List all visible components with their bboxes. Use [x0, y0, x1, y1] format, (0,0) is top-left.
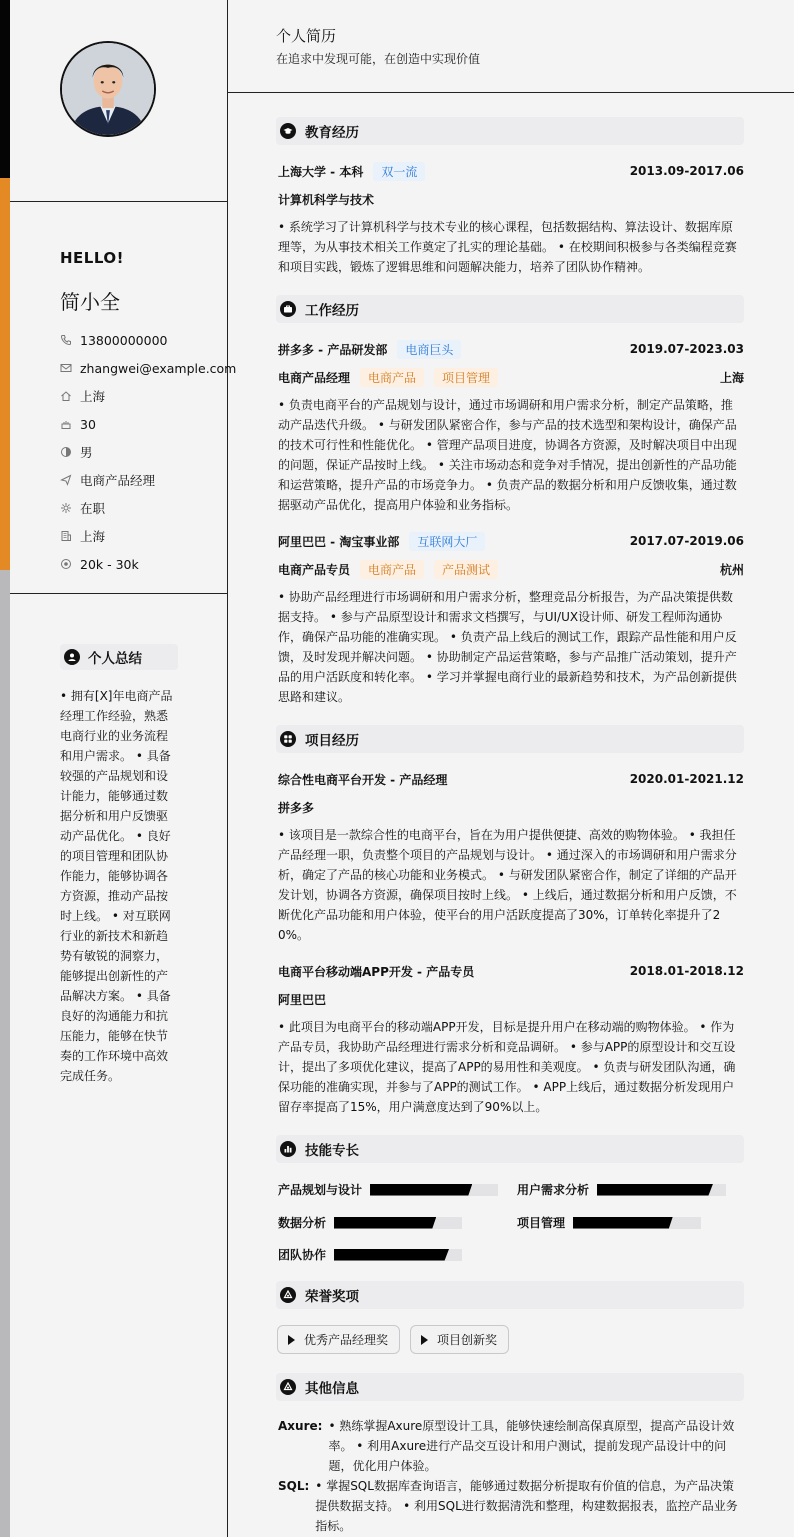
info-status	[60, 494, 226, 522]
skill-bar-fill	[370, 1184, 472, 1196]
skills-heading	[276, 1135, 744, 1163]
work-item-company-row	[278, 340, 744, 358]
education-title: 教育经历	[305, 125, 359, 141]
project-org: 阿里巴巴	[278, 992, 327, 1007]
summary-text: • 拥有[X]年电商产品经理工作经验，熟悉电商行业的业务流程和用户需求。 • 具备较强的产品规划和设计能力，能够通过数据分析和用户反馈驱动产品优化。 • 良好的项目管理和团队协作能力，能够协调各方资源，推动产品按时上线。 • 对互联网行业的新技术和新趋势有敏锐的洞察力，能够提出创新性的产品解决方案。 • 具备良好的沟通能力和抗压能力，能够在快节奏的工作环境中高效完成任务。	[60, 689, 173, 1083]
project-org-row	[278, 798, 744, 816]
info-work-city	[60, 522, 226, 550]
skill-bar	[370, 1184, 498, 1196]
project-date: 2018.01-2018.12	[629, 964, 744, 978]
info-email	[60, 354, 237, 382]
location-text: 上海	[80, 389, 106, 404]
work-item-company-row	[278, 532, 744, 550]
salary-icon	[60, 558, 72, 570]
age-icon	[60, 418, 72, 430]
skill-item	[278, 1181, 498, 1198]
info-phone	[60, 326, 226, 354]
project-row	[278, 770, 744, 788]
info-gender	[60, 438, 226, 466]
work-role: 电商产品专员	[278, 562, 351, 577]
skill-bar-fill	[334, 1249, 449, 1261]
sidebar-divider	[227, 0, 228, 1537]
work-desc: • 负责电商平台的产品规划与设计，通过市场调研和用户需求分析，制定产品策略，推动产品迭代升级。 • 与研发团队紧密合作，参与产品的技术选型和架构设计，确保产品的技术可行性和性能优化。 • 管理产品项目进度，协调各方资源，及时解决项目中出现的问题，保证产品按时上线。 • 关注市场动态和竞争对手情况，提出创新性的产品功能和运营策略，提升产品的市场竞争力。 • 负责产品的数据分析和用户反馈收集，通过数据驱动产品优化，提高用户体验和业务指标。	[278, 398, 737, 512]
work-item-role-row	[278, 560, 744, 578]
skill-bar	[334, 1217, 462, 1229]
contact-list	[60, 326, 237, 578]
position-text: 电商产品经理	[80, 473, 156, 488]
avatar-photo	[62, 43, 154, 135]
work-skill-tag: 电商产品	[360, 560, 424, 579]
project-date: 2020.01-2021.12	[629, 772, 744, 786]
skill-name: 产品规划与设计	[278, 1183, 363, 1197]
other-title: 其他信息	[305, 1381, 359, 1397]
skill-name: 用户需求分析	[517, 1183, 590, 1197]
salary-text: 20k - 30k	[80, 556, 139, 572]
skill-item	[517, 1214, 701, 1231]
skill-bar	[334, 1249, 462, 1261]
work-skill-tag: 产品测试	[434, 560, 498, 579]
info-location	[60, 382, 226, 410]
project-org-row	[278, 990, 744, 1008]
hello-heading: HELLO!	[60, 249, 124, 267]
other-item	[278, 1416, 744, 1476]
work-heading	[276, 295, 744, 323]
award-badge	[277, 1325, 400, 1354]
project-desc: • 此项目为电商平台的移动端APP开发，目标是提升用户在移动端的购物体验。 • 作为产品专员，我协助产品经理进行需求分析和竞品调研。 • 参与APP的原型设计和交互设计，提出了多项优化建议，提高了APP的易用性和美观度。 • 负责与研发团队沟通，确保功能的准确实现，并参与了APP的测试工作。 • APP上线后，通过数据分析发现用户留存率提高了15%，用户满意度达到了90%以上。	[278, 1020, 736, 1114]
project-name: 综合性电商平台开发 - 产品经理	[278, 772, 448, 787]
major-row	[278, 190, 744, 208]
project-org: 拼多多	[278, 800, 315, 815]
projects-title: 项目经历	[305, 733, 359, 749]
work-company: 拼多多 - 产品研发部	[278, 342, 388, 357]
education-date: 2013.09-2017.06	[629, 164, 744, 178]
avatar	[60, 41, 156, 137]
skill-bar-fill	[573, 1217, 673, 1229]
award-badge	[410, 1325, 509, 1354]
accent-strip-orange	[0, 178, 10, 570]
projects-heading	[276, 725, 744, 753]
work-company: 阿里巴巴 - 淘宝事业部	[278, 534, 400, 549]
mail-icon	[60, 362, 72, 374]
phone-text: 13800000000	[80, 332, 168, 348]
work-role: 电商产品经理	[278, 370, 351, 385]
candidate-name: 简小全	[60, 290, 120, 314]
other-value: • 掌握SQL数据库查询语言，能够通过数据分析提取有价值的信息，为产品决策提供数据支持。 • 利用SQL进行数据清洗和整理，构建数据报表，监控产品业务指标。	[315, 1479, 738, 1533]
status-text: 在职	[80, 501, 106, 516]
accent-strip-gray	[0, 570, 10, 1537]
summary-heading	[60, 644, 178, 670]
sidebar-rule-top	[10, 201, 228, 202]
skill-name: 团队协作	[278, 1248, 327, 1262]
work-company-tag: 电商巨头	[397, 340, 461, 359]
graduation-cap-icon	[280, 123, 296, 139]
play-icon	[288, 1335, 295, 1345]
info-salary	[60, 550, 226, 578]
school-name: 上海大学 - 本科	[278, 164, 364, 179]
work-city: 上海	[719, 370, 744, 385]
work-title: 工作经历	[305, 303, 359, 319]
other-value: • 熟练掌握Axure原型设计工具，能够快速绘制高保真原型，提高产品设计效率。 • 利用Axure进行产品交互设计和用户测试，提前发现产品设计中的问题，优化用户体验。	[328, 1419, 735, 1473]
building-icon	[60, 530, 72, 542]
skill-name: 数据分析	[278, 1216, 327, 1230]
work-city-text: 上海	[80, 529, 106, 544]
work-skill-tag: 电商产品	[360, 368, 424, 387]
award-icon	[280, 1287, 296, 1303]
status-icon	[60, 502, 72, 514]
other-heading	[276, 1373, 744, 1401]
work-desc: • 协助产品经理进行市场调研和用户需求分析，整理竞品分析报告，为产品决策提供数据支持。 • 参与产品原型设计和需求文档撰写，与UI/UX设计师、研发工程师沟通协作，确保产品功能的准确实现。 • 负责产品上线后的测试工作，跟踪产品性能和用户反馈，及时发现并解决问题。 • 协助制定产品运营策略，参与产品推广活动策划，提升产品的用户活跃度和转化率。 • 学习并掌握电商行业的最新趋势和技术，为产品创新提供思路和建议。	[278, 590, 737, 704]
education-row	[278, 162, 744, 180]
work-company-tag: 互联网大厂	[409, 532, 485, 551]
education-heading	[276, 117, 744, 145]
accent-strip-black	[0, 0, 10, 178]
gender-text: 男	[80, 445, 93, 460]
award-name: 项目创新奖	[437, 1333, 498, 1347]
skill-bar	[597, 1184, 726, 1196]
info-position	[60, 466, 226, 494]
age-text: 30	[80, 416, 96, 432]
skill-bar-fill	[334, 1217, 436, 1229]
major-name: 计算机科学与技术	[278, 192, 375, 207]
gender-icon	[60, 446, 72, 458]
project-row	[278, 962, 744, 980]
skill-name: 项目管理	[517, 1216, 566, 1230]
email-text: zhangwei@example.com	[80, 360, 237, 376]
project-name: 电商平台移动端APP开发 - 产品专员	[278, 964, 475, 979]
other-key: SQL:	[278, 1479, 310, 1493]
skill-item	[278, 1246, 462, 1263]
education-desc: • 系统学习了计算机科学与技术专业的核心课程，包括数据结构、算法设计、数据库原理等，为从事技术相关工作奠定了扎实的理论基础。 • 在校期间积极参与各类编程竞赛和项目实践，锻炼了逻辑思维和问题解决能力，培养了团队协作精神。	[278, 220, 737, 274]
summary-title: 个人总结	[88, 651, 142, 667]
school-tag: 双一流	[373, 162, 425, 181]
accent-strip	[0, 0, 10, 1537]
awards-heading	[276, 1281, 744, 1309]
work-item-role-row	[278, 368, 744, 386]
user-icon	[64, 649, 80, 665]
work-city: 杭州	[719, 562, 744, 577]
skills-title: 技能专长	[305, 1143, 359, 1159]
briefcase-icon	[280, 301, 296, 317]
header-rule	[228, 92, 794, 93]
info-age	[60, 410, 226, 438]
award-name: 优秀产品经理奖	[304, 1333, 389, 1347]
other-item	[278, 1476, 744, 1536]
work-date: 2019.07-2023.03	[629, 342, 744, 356]
bar-chart-icon	[280, 1141, 296, 1157]
page-title: 个人简历	[276, 27, 337, 45]
skill-item	[278, 1214, 462, 1231]
awards-title: 荣誉奖项	[305, 1289, 359, 1305]
send-icon	[60, 474, 72, 486]
sidebar-rule-bottom	[10, 593, 228, 594]
info-icon	[280, 1379, 296, 1395]
page-subtitle: 在追求中发现可能，在创造中实现价值	[276, 52, 481, 66]
skill-bar-fill	[597, 1184, 713, 1196]
skill-item	[517, 1181, 726, 1198]
other-key: Axure:	[278, 1419, 323, 1433]
work-date: 2017.07-2019.06	[629, 534, 744, 548]
work-skill-tag: 项目管理	[434, 368, 498, 387]
skill-bar	[573, 1217, 701, 1229]
home-icon	[60, 390, 72, 402]
project-desc: • 该项目是一款综合性的电商平台，旨在为用户提供便捷、高效的购物体验。 • 我担任产品经理一职，负责整个项目的产品规划与设计。 • 通过深入的市场调研和用户需求分析，确定了产品的核心功能和业务模式。 • 与研发团队紧密合作，制定了详细的产品开发计划，协调各方资源，确保项目按时上线。 • 上线后，通过数据分析和用户反馈，不断优化产品功能和用户体验，使平台的用户活跃度提高了30%，订单转化率提升了20%。	[278, 828, 737, 942]
play-icon	[421, 1335, 428, 1345]
phone-icon	[60, 334, 72, 346]
grid-icon	[280, 731, 296, 747]
